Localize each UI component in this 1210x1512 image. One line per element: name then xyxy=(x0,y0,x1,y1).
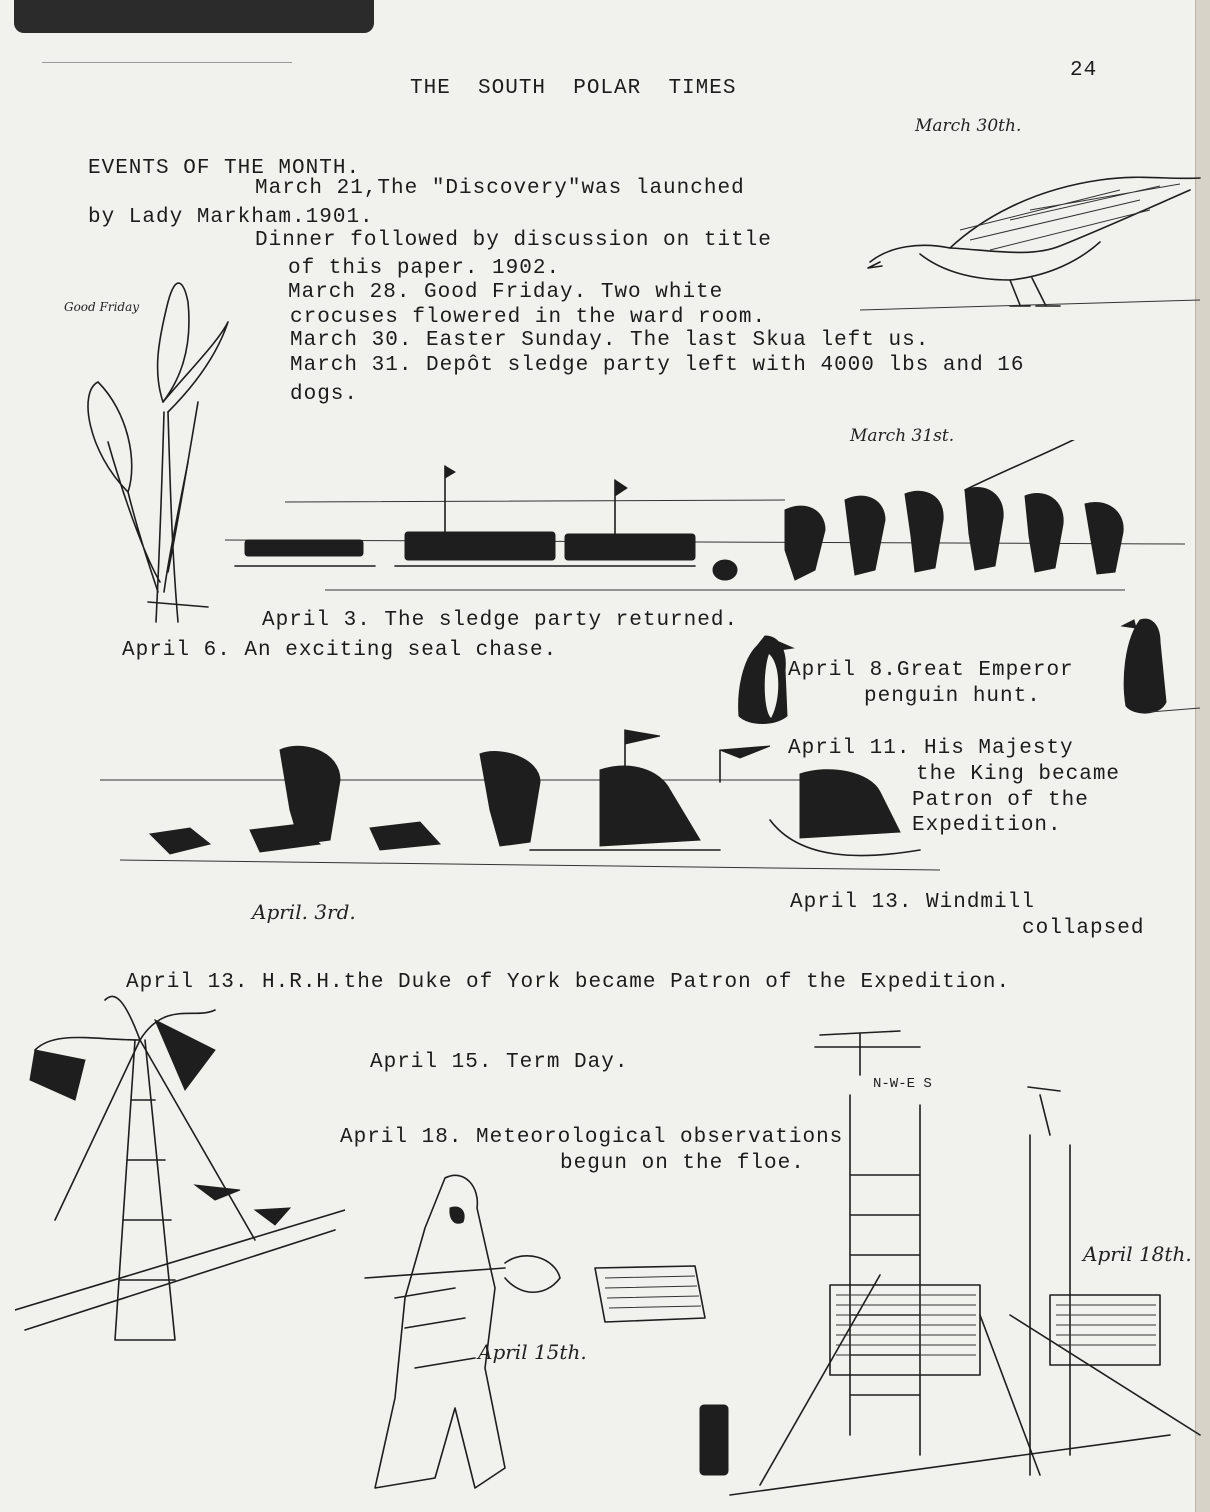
event-line: March 30. Easter Sunday. The last Skua left us. xyxy=(290,329,930,352)
event-king: April 11. His Majesty xyxy=(788,737,1074,760)
dog-sledge-illustration xyxy=(100,710,950,900)
event-line: March 31. Depôt sledge party left with 4000 lbs and 16 xyxy=(290,354,1025,377)
event-line: March 28. Good Friday. Two white xyxy=(288,281,724,304)
event-king: the King became xyxy=(916,763,1121,786)
events-heading: EVENTS OF THE MONTH. xyxy=(88,157,361,180)
windmill-illustration xyxy=(15,980,345,1400)
event-king: Expedition. xyxy=(912,814,1062,837)
page-number: 24 xyxy=(1070,59,1098,82)
event-windmill: collapsed xyxy=(1022,917,1145,940)
event-penguin: penguin hunt. xyxy=(864,685,1041,708)
penguin-illustration xyxy=(1120,612,1202,724)
caption-march-31: March 31st. xyxy=(850,426,955,446)
sledge-party-illustration xyxy=(225,440,1190,610)
dark-tab xyxy=(14,0,374,33)
caption-march-30: March 30th. xyxy=(915,116,1022,136)
event-king: Patron of the xyxy=(912,789,1089,812)
event-penguin: April 8.Great Emperor xyxy=(788,659,1074,682)
event-seal-chase: April 6. An exciting seal chase. xyxy=(122,639,558,662)
caption-april-18: April 18th. xyxy=(1083,1242,1192,1266)
event-windmill: April 13. Windmill xyxy=(790,891,1035,914)
event-meteo: April 18. Meteorological observations xyxy=(340,1126,844,1149)
event-line: of this paper. 1902. xyxy=(288,257,561,280)
event-sledge-return: April 3. The sledge party returned. xyxy=(262,609,739,632)
crocus-illustration xyxy=(68,262,248,632)
skua-illustration xyxy=(860,150,1205,320)
event-meteo: begun on the floe. xyxy=(560,1152,805,1175)
page-title: THE SOUTH POLAR TIMES xyxy=(410,77,737,100)
header-rule xyxy=(42,62,292,63)
meteo-station-illustration xyxy=(690,1015,1210,1500)
event-line: Dinner followed by discussion on title xyxy=(255,229,772,252)
vane-label: N-W-E S xyxy=(873,1076,932,1092)
event-line: dogs. xyxy=(290,383,359,406)
event-line: March 21,The "Discovery"was launched xyxy=(255,177,745,200)
caption-april-15: April 15th. xyxy=(478,1340,587,1364)
event-term-day: April 15. Term Day. xyxy=(370,1051,629,1074)
event-duke: April 13. H.R.H.the Duke of York became Patron of the Expedition. xyxy=(126,971,1011,994)
shovel-man-illustration xyxy=(355,1168,575,1498)
event-line: by Lady Markham.1901. xyxy=(88,206,374,229)
caption-april-3: April. 3rd. xyxy=(252,900,356,924)
event-line: crocuses flowered in the ward room. xyxy=(290,306,767,329)
caption-good-friday: Good Friday xyxy=(64,300,140,314)
